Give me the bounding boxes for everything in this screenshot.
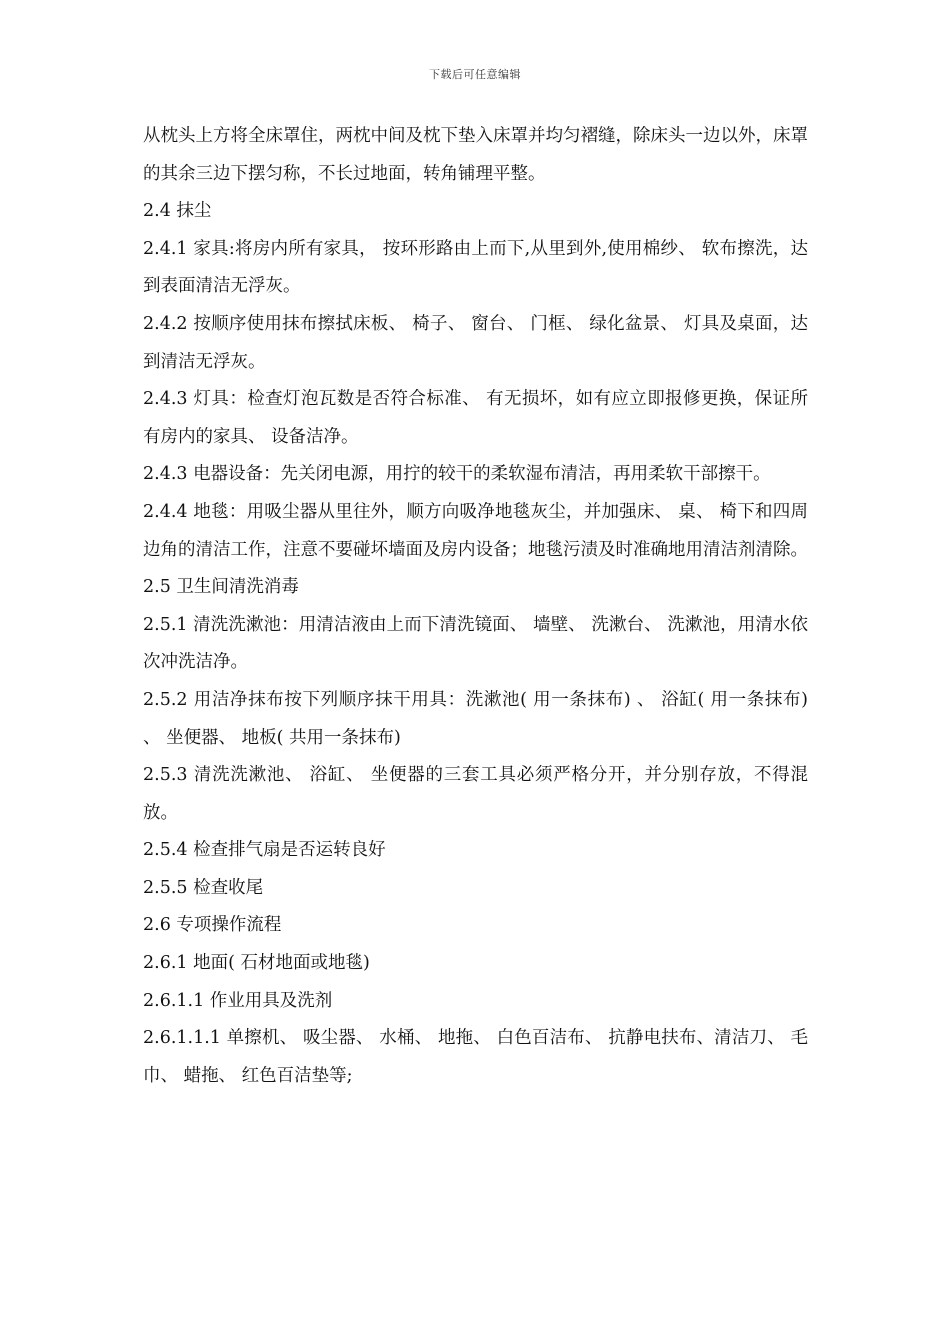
paragraph-2-6-1-1-1: 2.6.1.1.1 单擦机、 吸尘器、 水桶、 地拖、 白色百洁布、 抗静电扶布、清洁刀、 毛巾、 蜡拖、 红色百洁垫等; xyxy=(143,1028,808,1086)
paragraph-2-5-5: 2.5.5 检查收尾 xyxy=(143,877,264,898)
heading-2-6-1-1: 2.6.1.1 作业用具及洗剂 xyxy=(143,990,333,1011)
paragraph-2-5-3: 2.5.3 清洗洗漱池、 浴缸、 坐便器的三套工具必须严格分开，并分别存放，不得混放。 xyxy=(143,765,808,823)
paragraph-2-5-2: 2.5.2 用洁净抹布按下列顺序抹干用具：洗漱池( 用一条抹布) 、 浴缸( 用一条抹布) 、 坐便器、 地板( 共用一条抹布) xyxy=(143,689,808,748)
paragraph-2-5-4: 2.5.4 检查排气扇是否运转良好 xyxy=(143,840,386,861)
heading-2-5: 2.5 卫生间清洗消毒 xyxy=(143,577,299,598)
page-header-note: 下载后可任意编辑 xyxy=(429,68,521,81)
document-body xyxy=(143,118,808,1095)
paragraph-2-4-4: 2.4.4 地毯：用吸尘器从里往外，顺方向吸净地毯灰尘，并加强床、 桌、 椅下和四周边角的清洁工作，注意不要碰坏墙面及房内设备；地毯污渍及时准确地用清洁剂清除。 xyxy=(143,501,808,560)
heading-2-6: 2.6 专项操作流程 xyxy=(143,915,282,936)
paragraph-2-5-1: 2.5.1 清洗洗漱池：用清洁液由上而下清洗镜面、 墙壁、 洗漱台、 洗漱池，用清水依次冲洗洁净。 xyxy=(143,614,808,673)
heading-2-6-1: 2.6.1 地面( 石材地面或地毯) xyxy=(143,953,370,974)
paragraph-2-4-3-lamps: 2.4.3 灯具：检查灯泡瓦数是否符合标准、 有无损坏，如有应立即报修更换，保证所有房内的家具、 设备洁净。 xyxy=(143,389,808,447)
paragraph-bedspread: 从枕头上方将全床罩住，两枕中间及枕下垫入床罩并均匀褶缝，除床头一边以外，床罩的其余三边下摆匀称，不长过地面，转角铺理平整。 xyxy=(143,126,808,184)
paragraph-2-4-3-appliances: 2.4.3 电器设备：先关闭电源，用拧的较干的柔软湿布清洁，再用柔软干部擦干。 xyxy=(143,464,771,485)
paragraph-2-4-1: 2.4.1 家具:将房内所有家具， 按环形路由上而下,从里到外,使用棉纱、 软布擦洗，达到表面清洁无浮灰。 xyxy=(143,238,808,297)
heading-2-4: 2.4 抹尘 xyxy=(143,201,212,222)
paragraph-2-4-2: 2.4.2 按顺序使用抹布擦拭床板、 椅子、 窗台、 门框、 绿化盆景、 灯具及桌面，达到清洁无浮灰。 xyxy=(143,313,808,372)
